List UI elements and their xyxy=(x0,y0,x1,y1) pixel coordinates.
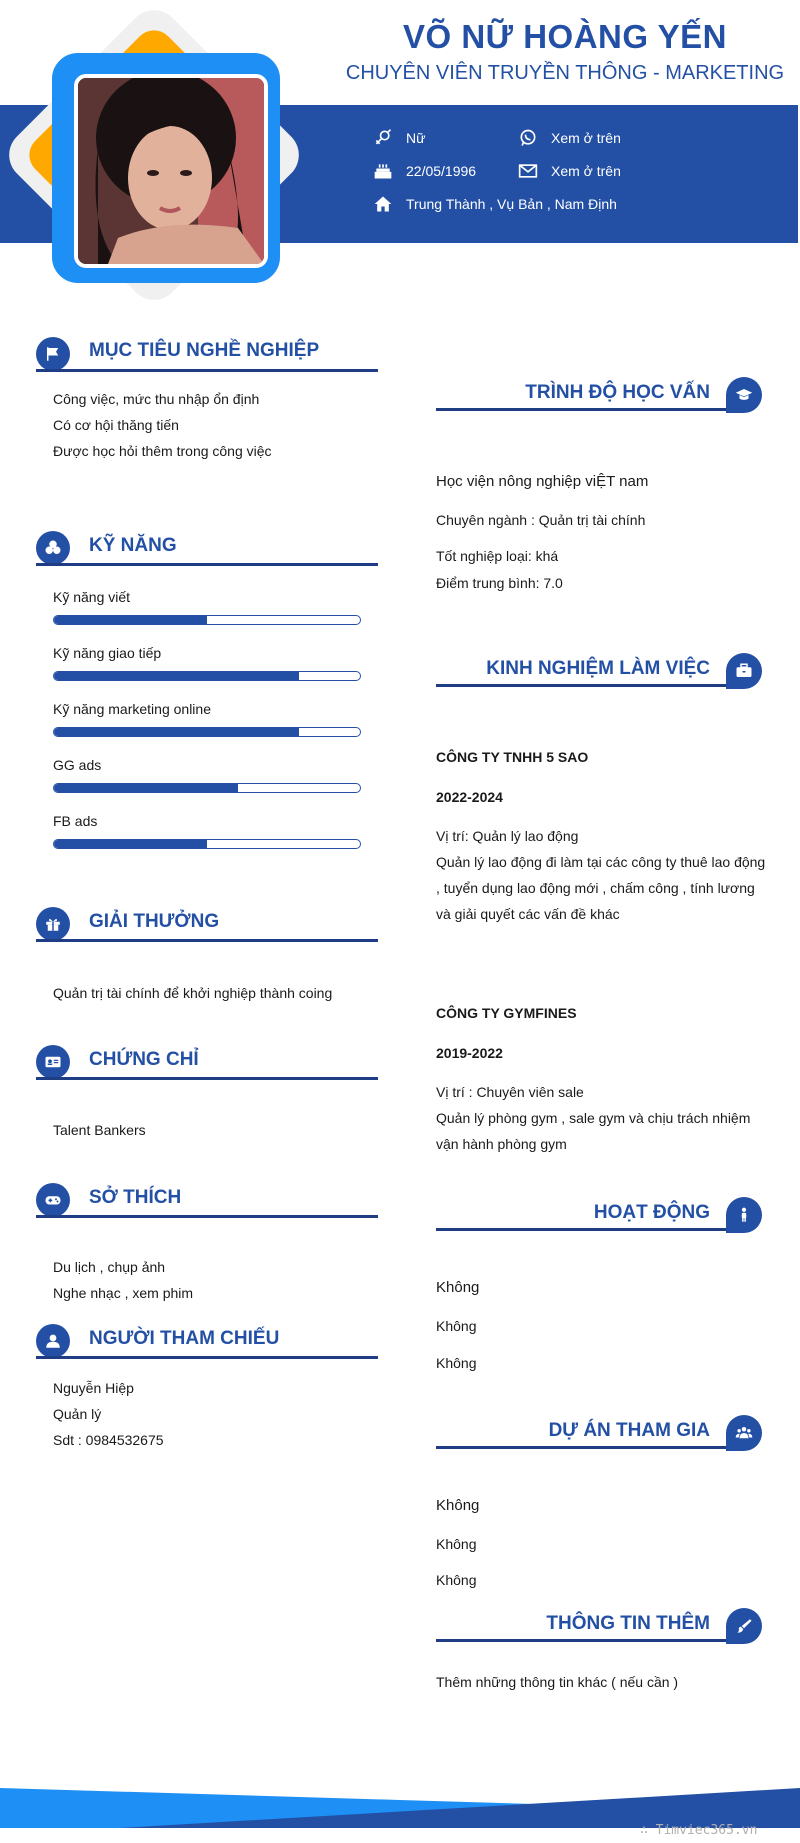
project-line: Không xyxy=(436,1572,477,1588)
skill-bar-fill xyxy=(54,672,299,680)
job-period: 2019-2022 xyxy=(436,1045,503,1061)
activity-line: Không xyxy=(436,1318,477,1334)
skill-bar xyxy=(53,727,361,737)
reference-line: Sdt : 0984532675 xyxy=(53,1432,164,1448)
extra-title: THÔNG TIN THÊM xyxy=(546,1613,710,1634)
awards-title: GIẢI THƯỞNG xyxy=(89,911,220,932)
career-line: Có cơ hội thăng tiến xyxy=(53,417,179,433)
skill-bar-fill xyxy=(54,840,207,848)
candidate-title: CHUYÊN VIÊN TRUYỀN THÔNG - MARKETING xyxy=(345,62,785,84)
id-card-icon xyxy=(44,1053,62,1071)
reference-line: Quản lý xyxy=(53,1406,102,1422)
career-line: Công việc, mức thu nhập ổn định xyxy=(53,391,260,407)
career-rule xyxy=(36,369,378,372)
cake-icon xyxy=(372,161,394,181)
education-rank: Tốt nghiệp loại: khá xyxy=(436,548,559,564)
address-value: Trung Thành , Vụ Bản , Nam Định xyxy=(406,196,617,212)
projects-rule xyxy=(436,1446,732,1449)
awards-rule xyxy=(36,939,378,942)
job-company: CÔNG TY TNHH 5 SAO xyxy=(436,749,589,765)
job-company: CÔNG TY GYMFINES xyxy=(436,1005,577,1021)
certs-title: CHỨNG CHỈ xyxy=(89,1049,199,1070)
activity-line: Không xyxy=(436,1355,477,1371)
skill-bar-fill xyxy=(54,616,207,624)
award-line: Quản trị tài chính để khởi nghiệp thành coing xyxy=(53,985,333,1001)
briefcase-icon xyxy=(735,662,753,680)
gender-value: Nữ xyxy=(406,130,426,146)
birthdate-row xyxy=(372,161,476,181)
gender-icon xyxy=(372,128,394,148)
activities-title: HOẠT ĐỘNG xyxy=(593,1202,710,1223)
address-row xyxy=(372,194,617,214)
group-icon xyxy=(735,1424,753,1442)
hobbies-badge xyxy=(36,1183,70,1217)
job-period: 2022-2024 xyxy=(436,789,503,805)
experience-rule xyxy=(436,684,732,687)
skill-bar xyxy=(53,839,361,849)
phone-row xyxy=(517,128,621,148)
career-line: Được học hỏi thêm trong công việc xyxy=(53,443,272,459)
email-row xyxy=(517,161,621,181)
skill-bar-fill xyxy=(54,784,238,792)
footer-decoration xyxy=(0,1788,800,1828)
extra-badge xyxy=(726,1608,762,1644)
skill-label: Kỹ năng marketing online xyxy=(53,701,211,717)
extra-rule xyxy=(436,1639,732,1642)
certs-rule xyxy=(36,1077,378,1080)
reference-line: Nguyễn Hiệp xyxy=(53,1380,134,1396)
whatsapp-icon xyxy=(517,128,539,148)
reference-badge xyxy=(36,1324,70,1358)
gender-row xyxy=(372,128,425,148)
project-line: Không xyxy=(436,1536,477,1552)
brush-icon xyxy=(735,1617,753,1635)
skill-label: Kỹ năng viết xyxy=(53,589,131,605)
activities-rule xyxy=(436,1228,732,1231)
graduation-cap-icon xyxy=(735,386,753,404)
education-title: TRÌNH ĐỘ HỌC VẤN xyxy=(525,382,710,403)
job-position: Vị trí : Chuyên viên sale xyxy=(436,1084,584,1100)
experience-badge xyxy=(726,653,762,689)
phone-value: Xem ở trên xyxy=(551,130,621,146)
career-title: MỤC TIÊU NGHỀ NGHIỆP xyxy=(89,340,320,361)
email-value: Xem ở trên xyxy=(551,163,621,179)
skills-badge xyxy=(36,531,70,565)
candidate-name: VÕ NỮ HOÀNG YẾN xyxy=(403,18,727,55)
education-major: Chuyên ngành : Quản trị tài chính xyxy=(436,512,646,528)
awards-badge xyxy=(36,907,70,941)
education-rule xyxy=(436,408,732,411)
job-description: Quản lý phòng gym , sale gym và chịu trách nhiệm vận hành phòng gym xyxy=(436,1110,751,1152)
cert-line: Talent Bankers xyxy=(53,1122,146,1138)
watermark: ∴ Timviec365.vn xyxy=(640,1823,758,1838)
skill-label: Kỹ năng giao tiếp xyxy=(53,645,162,661)
education-badge xyxy=(726,377,762,413)
career-badge xyxy=(36,337,70,371)
experience-title: KINH NGHIỆM LÀM VIỆC xyxy=(486,658,710,679)
education-school: Học viện nông nghiệp viỆT nam xyxy=(436,473,649,490)
activity-line: Không xyxy=(436,1279,480,1296)
skill-bar xyxy=(53,783,361,793)
skills-rule xyxy=(36,563,378,566)
hobby-line: Du lịch , chụp ảnh xyxy=(53,1259,166,1275)
hobbies-rule xyxy=(36,1215,378,1218)
certs-badge xyxy=(36,1045,70,1079)
skill-label: GG ads xyxy=(53,757,102,773)
hobby-line: Nghe nhạc , xem phim xyxy=(53,1285,194,1301)
birthdate-value: 22/05/1996 xyxy=(406,163,477,179)
reference-title: NGƯỜI THAM CHIẾU xyxy=(89,1328,280,1349)
hobbies-title: SỞ THÍCH xyxy=(89,1187,182,1208)
project-line: Không xyxy=(436,1497,480,1514)
skill-bar xyxy=(53,671,361,681)
avatar xyxy=(74,74,268,268)
activities-badge xyxy=(726,1197,762,1233)
reference-rule xyxy=(36,1356,378,1359)
person-icon xyxy=(735,1206,753,1224)
projects-badge xyxy=(726,1415,762,1451)
gamepad-icon xyxy=(44,1191,62,1209)
skills-title: KỸ NĂNG xyxy=(89,535,177,556)
skill-bar xyxy=(53,615,361,625)
skill-label: FB ads xyxy=(53,813,98,829)
job-description: Quản lý lao động đi làm tại các công ty thuê lao động , tuyển dụng lao động mới , chấm công , tính lương và giải quyết các vấn đề khác xyxy=(436,854,766,922)
skills-icon xyxy=(44,539,62,557)
gift-icon xyxy=(44,915,62,933)
skill-bar-fill xyxy=(54,728,299,736)
flag-icon xyxy=(44,345,62,363)
email-icon xyxy=(517,161,539,181)
home-icon xyxy=(372,194,394,214)
extra-line: Thêm những thông tin khác ( nếu cần ) xyxy=(436,1674,679,1690)
education-gpa: Điểm trung bình: 7.0 xyxy=(436,575,563,591)
projects-title: DỰ ÁN THAM GIA xyxy=(548,1420,710,1441)
user-icon xyxy=(44,1332,62,1350)
job-position: Vị trí: Quản lý lao động xyxy=(436,828,579,844)
